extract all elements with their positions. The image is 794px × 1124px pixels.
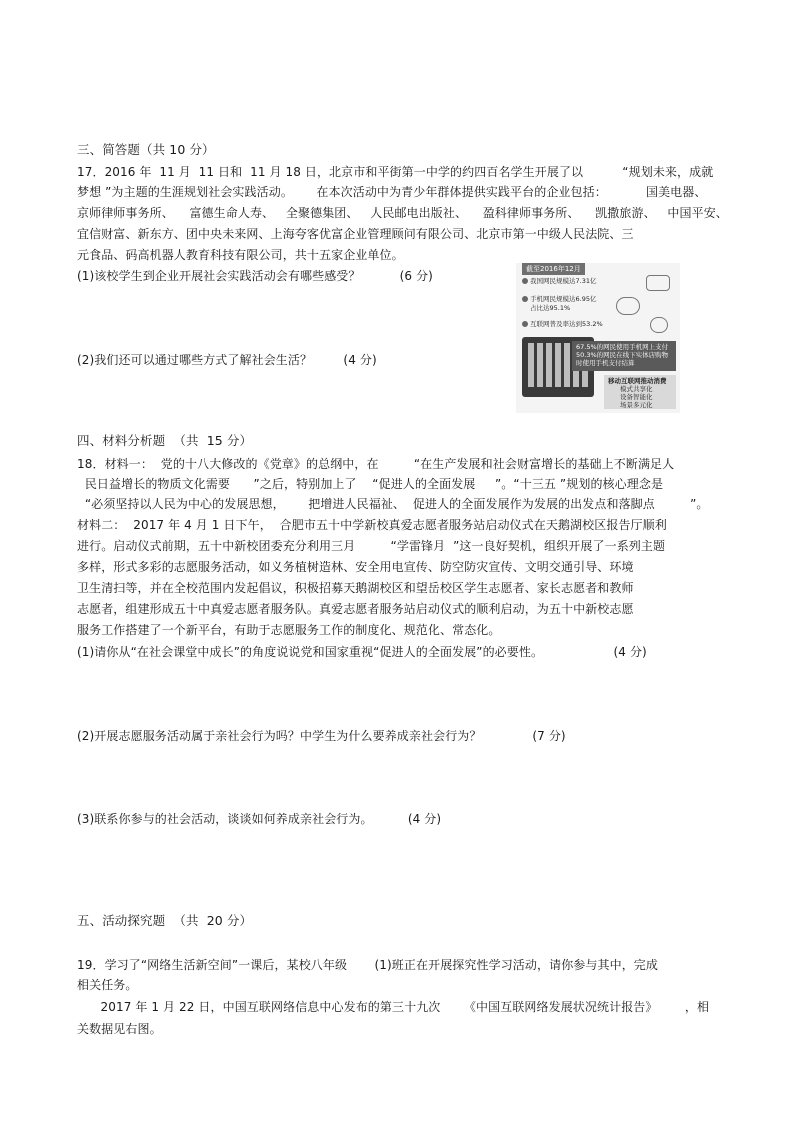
q17-sub1: (1)该校学生到企业开展社会实践活动会有哪些感受？ (6 分) (77, 269, 433, 283)
q18-line-5: 进行。启动仪式前期，五十中新校团委充分利用三月 “学雷锋月 ”这一良好契机，组织开展了一系列主题 (77, 539, 666, 553)
q18-line-9: 服务工作搭建了一个新平台，有助于志愿服务工作的制度化、规范化、常态化。 (77, 623, 501, 637)
q19-line-4: 关数据见右图。 (77, 1022, 162, 1036)
q17-line-4: 宜信财富、新东方、团中央未来网、上海夸客优富企业管理顾问有限公司、北京市第一中级人民法院、三 (77, 227, 634, 241)
q19-line-2: 相关任务。 (77, 978, 138, 992)
q18-line-7: 卫生清扫等，并在全校范围内发起倡议，积极招募天鹅湖校区和望岳校区学生志愿者、家长志愿者和教师 (77, 581, 634, 595)
q18-sub3: (3)联系你参与的社会活动，谈谈如何养成亲社会行为。 (4 分) (77, 812, 442, 826)
bullet-icon (522, 296, 528, 302)
q18-line-3: “必须坚持以人民为中心的发展思想， 把增进人民福祉、 促进人的全面发展作为发展的出发点和落脚点 ”。 (77, 497, 709, 511)
q18-sub2: (2)开展志愿服务活动属于亲社会行为吗？中学生为什么要养成亲社会行为？ (7 分) (77, 729, 566, 743)
infographic-item-mobile-share: 占比达95.1% (530, 304, 571, 312)
consumption-title: 移动互联网推动消费 (608, 377, 667, 385)
q17-sub2: (2)我们还可以通过哪些方式了解社会生活？ (4 分) (77, 353, 377, 367)
q19-line-1: 19．学习了“网络生活新空间”一课后，某校八年级 (1)班正在开展探究性学习活动，请你参与其中，完成 (77, 958, 659, 972)
q18-line-8: 志愿者，组建形成五十中真爱志愿者服务队。真爱志愿者服务站启动仪式的顺利启动，为五十中新校志愿 (77, 602, 634, 616)
infographic-header: 截至2016年12月 (522, 263, 585, 275)
infographic-item3-text: 互联网普及率达到53.2% (530, 320, 603, 328)
section4-title: 四、材料分析题 （共 15 分） (77, 433, 253, 448)
infographic-item-netizens (522, 277, 596, 285)
network-share-icon (650, 317, 668, 333)
q19-line-3: 2017 年 1 月 22 日，中国互联网络信息中心发布的第三十九次 《中国互联网络发展状况统计报告》 ，相 (77, 1000, 710, 1014)
infographic-consumption-panel (604, 375, 676, 409)
bullet-icon (522, 321, 528, 327)
q17-line-1: 17．2016 年 11 月 11 日和 11 月 18 日，北京市和平街第一中学的约四百名学生开展了以 “规划未来，成就 (77, 165, 714, 179)
internet-stats-infographic (516, 263, 680, 413)
infographic-item1-text: 我国网民规模达7.31亿 (530, 277, 597, 285)
payment-line-3: 时使用手机支付结算 (576, 359, 635, 367)
q17-line-3: 京师律师事务所、 富德生命人寿、 全聚德集团、 人民邮电出版社、 盈科律师事务所、 凯撒旅游、 中国平安、 (77, 206, 728, 220)
q18-line-2: 民日益增长的物质文化需要 ”之后，特别加上了 “促进人的全面发展 ”。“十三五 ”规划的核心理念是 (77, 477, 664, 491)
q18-line-1: 18．材料一： 党的十八大修改的《党章》的总纲中，在 “在生产发展和社会财富增长的基础上不断满足人 (77, 457, 675, 471)
mobile-4g-icon (616, 297, 640, 315)
infographic-item-penetration (522, 320, 603, 328)
q18-line-6: 多样，形式多彩的志愿服务活动，如义务植树造林、安全用电宣传、防空防灾宣传、文明交通引导、环境 (77, 560, 634, 574)
section5-title: 五、活动探究题 （共 20 分） (77, 913, 253, 928)
infographic-item2a-text: 手机网民规模达6.95亿 (530, 295, 597, 303)
consumption-item-3: 场景多元化 (620, 401, 653, 409)
payment-line-1: 67.5%的网民使用手机网上支付 (576, 343, 669, 351)
infographic-payment-panel (572, 341, 676, 371)
payment-line-2: 50.3%的网民在线下实体店购物 (576, 351, 669, 359)
q17-line-5: 元食品、码高机器人教育科技有限公司，共十五家企业单位。 (77, 248, 404, 262)
q18-line-4: 材料二： 2017 年 4 月 1 日下午， 合肥市五十中学新校真爱志愿者服务站启动仪式在天鹅湖校区报告厅顺利 (77, 518, 667, 532)
consumption-item-1: 模式共享化 (620, 385, 653, 393)
section3-title: 三、简答题（共 10 分） (77, 142, 215, 157)
q17-line-2: 梦想 ”为主题的生涯规划社会实践活动。 在本次活动中为青少年群体提供实践平台的企业包括： 国美电器、 (77, 185, 707, 199)
q18-sub1: (1)请你从“在社会课堂中成长”的角度说说党和国家重视“促进人的全面发展”的必要性。 (4 分) (77, 645, 647, 659)
infographic-item-mobile (522, 295, 596, 303)
computer-icon (646, 275, 670, 291)
consumption-item-2: 设备智能化 (620, 393, 653, 401)
bullet-icon (522, 278, 528, 284)
